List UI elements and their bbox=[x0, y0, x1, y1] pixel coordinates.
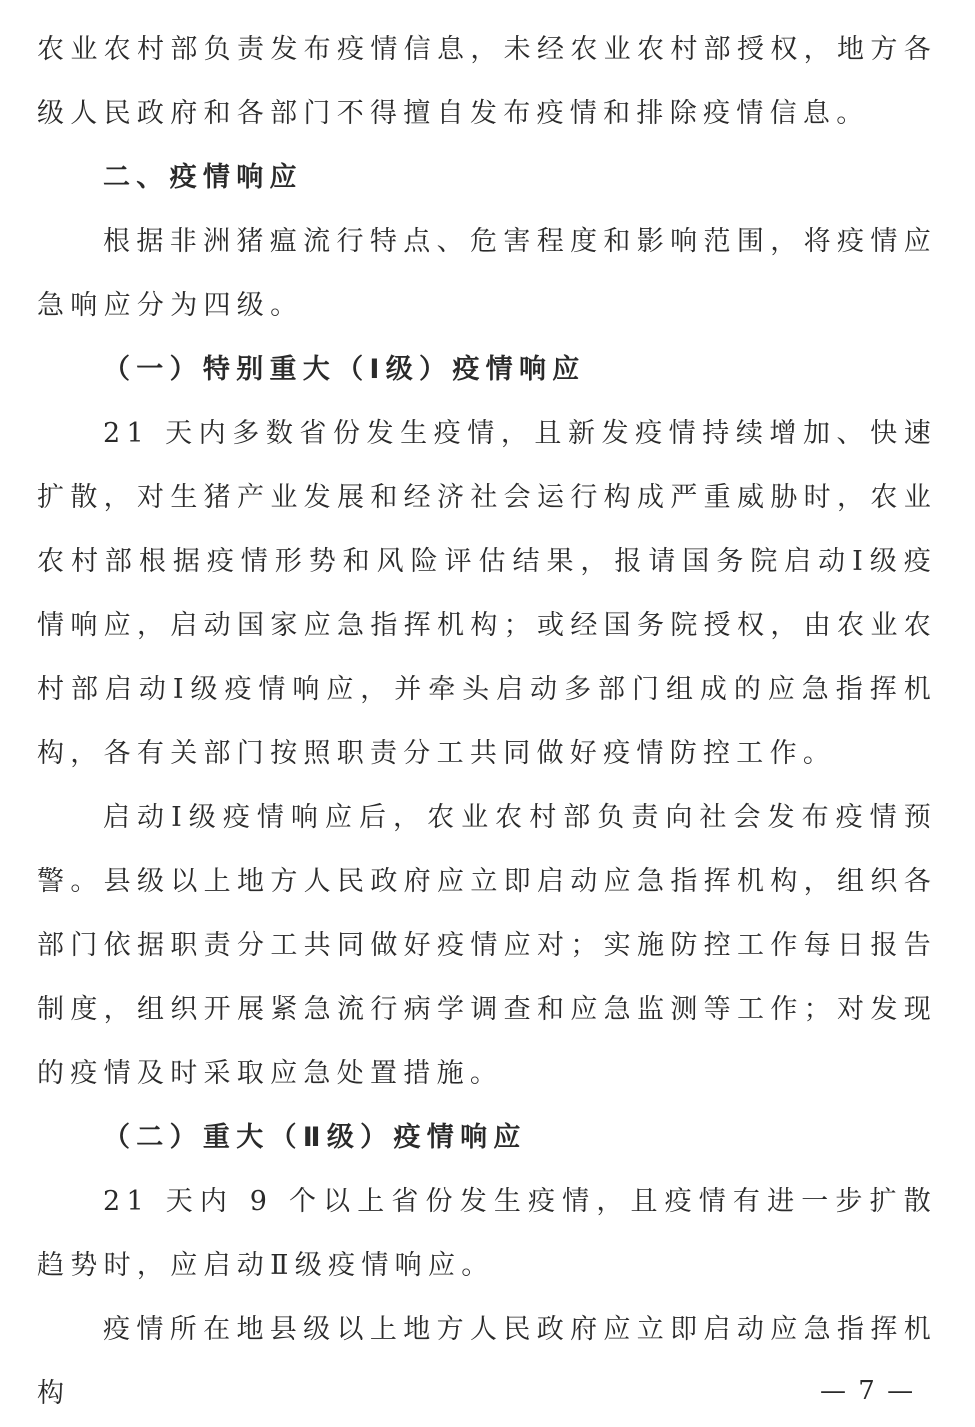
paragraph-epidemic-info-release: 农业农村部负责发布疫情信息，未经农业农村部授权，地方各级人民政府和各部门不得擅自发布疫情和排除疫情信息。 bbox=[37, 34, 937, 129]
paragraph-level-1-conditions: 21 天内多数省份发生疫情，且新发疫情持续增加、快速扩散，对生猪产业发展和经济社会运行构成严重威胁时，农业农村部根据疫情形势和风险评估结果，报请国务院启动Ⅰ级疫情响应，启动国家应急指挥机构；或经国务院授权，由农业农村部启动Ⅰ级疫情响应，并牵头启动多部门组成的应急指挥机构，各有关部门按照职责分工共同做好疫情防控工作。 bbox=[37, 418, 937, 769]
page-number: — 7 — bbox=[820, 1376, 916, 1406]
document-page bbox=[37, 18, 937, 1426]
paragraph-level-1-actions: 启动Ⅰ级疫情响应后，农业农村部负责向社会发布疫情预警。县级以上地方人民政府应立即启动应急指挥机构，组织各部门依据职责分工共同做好疫情应对；实施防控工作每日报告制度，组织开展紧急流行病学调查和应急监测等工作；对发现的疫情及时采取应急处置措施。 bbox=[37, 802, 937, 1089]
subheading-level-1-response: （一）特别重大（Ⅰ级）疫情响应 bbox=[103, 354, 586, 385]
paragraph-level-2-actions: 疫情所在地县级以上地方人民政府应立即启动应急指挥机构 bbox=[37, 1314, 937, 1409]
subheading-level-2-response: （二）重大（Ⅱ级）疫情响应 bbox=[103, 1122, 527, 1153]
section-heading-epidemic-response: 二、疫情响应 bbox=[103, 162, 303, 193]
paragraph-response-levels: 根据非洲猪瘟流行特点、危害程度和影响范围，将疫情应急响应分为四级。 bbox=[37, 226, 937, 321]
paragraph-level-2-conditions: 21 天内 9 个以上省份发生疫情，且疫情有进一步扩散趋势时，应启动Ⅱ级疫情响应。 bbox=[37, 1186, 937, 1281]
